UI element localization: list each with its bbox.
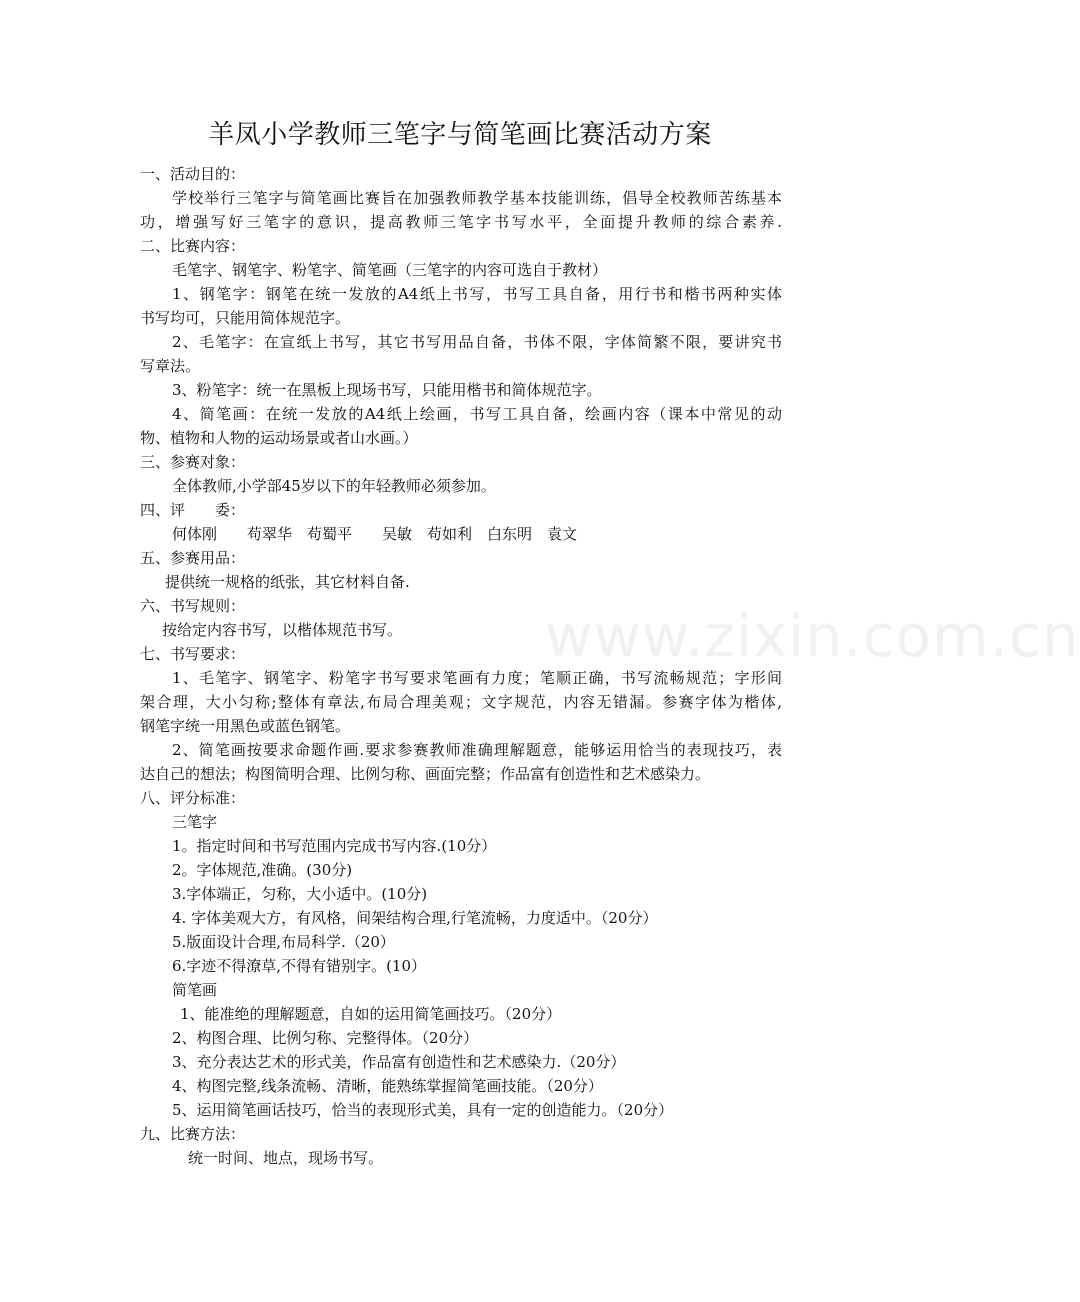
text-line: 简笔画 <box>172 981 218 999</box>
text-line: 3.字体端正，匀称，大小适中。(10分) <box>172 885 428 903</box>
text-line: 七、书写要求： <box>140 645 246 663</box>
watermark: www.zixin.com.cn <box>545 602 1080 670</box>
text-line: 二、比赛内容： <box>140 237 246 255</box>
text-line: 功，增强写好三笔字的意识，提高教师三笔字书写水平，全面提升教师的综合素养. <box>140 213 782 231</box>
page-title: 羊凤小学教师三笔字与简笔画比赛活动方案 <box>208 120 712 150</box>
text-line: 物、植物和人物的运动场景或者山水画。） <box>140 429 418 447</box>
text-line: 按给定内容书写，以楷体规范书写。 <box>162 621 403 639</box>
text-line: 五、参赛用品： <box>140 549 246 567</box>
text-line: 4、简笔画：在统一发放的A4纸上绘画，书写工具自备，绘画内容（课本中常见的动 <box>172 405 782 423</box>
text-line: 三、参赛对象： <box>140 453 246 471</box>
text-line: 1、钢笔字：钢笔在统一发放的A4纸上书写，书写工具自备，用行书和楷书两种实体 <box>172 285 782 303</box>
text-line: 四、评 委： <box>140 501 246 519</box>
text-line: 2、构图合理、比例匀称、完整得体。（20分） <box>172 1029 479 1047</box>
text-line: 架合理，大小匀称;整体有章法,布局合理美观；文字规范，内容无错漏。参赛字体为楷体, <box>140 693 782 711</box>
text-line: 何体刚 苟翠华 苟蜀平 吴敏 苟如利 白东明 袁文 <box>172 525 578 543</box>
text-line: 八、评分标准： <box>140 789 246 807</box>
text-line: 2。字体规范,准确。(30分) <box>172 861 353 879</box>
text-line: 学校举行三笔字与简笔画比赛旨在加强教师教学基本技能训练，倡导全校教师苦练基本 <box>172 189 782 207</box>
text-line: 三笔字 <box>172 813 218 831</box>
text-line: 3、粉笔字：统一在黑板上现场书写，只能用楷书和简体规范字。 <box>172 381 602 399</box>
text-line: 6.字迹不得潦草,不得有错别字。(10） <box>172 957 427 975</box>
text-line: 毛笔字、钢笔字、粉笔字、简笔画（三笔字的内容可选自于教材） <box>172 261 608 279</box>
text-line: 六、书写规则： <box>140 597 246 615</box>
text-line: 2、毛笔字：在宣纸上书写，其它书写用品自备，书体不限，字体简繁不限，要讲究书 <box>172 333 782 351</box>
text-line: 书写均可，只能用简体规范字。 <box>140 309 351 327</box>
text-line: 达自己的想法；构图简明合理、比例匀称、画面完整；作品富有创造性和艺术感染力。 <box>140 765 711 783</box>
text-line: 九、比赛方法： <box>140 1125 246 1143</box>
text-line: 统一时间、地点，现场书写。 <box>188 1149 384 1167</box>
text-line: 5、运用简笔画话技巧，恰当的表现形式美，具有一定的创造能力。（20分） <box>172 1101 674 1119</box>
text-line: 4. 字体美观大方，有风格，间架结构合理,行笔流畅，力度适中。（20分） <box>172 909 658 927</box>
text-line: 3、充分表达艺术的形式美，作品富有创造性和艺术感染力.（20分） <box>172 1053 626 1071</box>
text-line: 1、能准绝的理解题意，自如的运用简笔画技巧。（20分） <box>180 1005 562 1023</box>
text-line: 2、简笔画按要求命题作画.要求参赛教师准确理解题意，能够运用恰当的表现技巧，表 <box>172 741 782 759</box>
text-line: 全体教师,小学部45岁以下的年轻教师必须参加。 <box>172 477 496 495</box>
text-line: 1、毛笔字、钢笔字、粉笔字书写要求笔画有力度；笔顺正确，书写流畅规范；字形间 <box>172 669 782 687</box>
text-line: 5.版面设计合理,布局科学.（20） <box>172 933 395 951</box>
text-line: 4、构图完整,线条流畅、清晰，能熟练掌握简笔画技能。（20分） <box>172 1077 603 1095</box>
text-line: 1。指定时间和书写范围内完成书写内容.(10分） <box>172 837 497 855</box>
text-line: 一、活动目的： <box>140 165 246 183</box>
text-line: 提供统一规格的纸张，其它材料自备. <box>165 573 410 591</box>
text-line: 写章法。 <box>140 357 201 375</box>
text-line: 钢笔字统一用黑色或蓝色钢笔。 <box>140 717 351 735</box>
